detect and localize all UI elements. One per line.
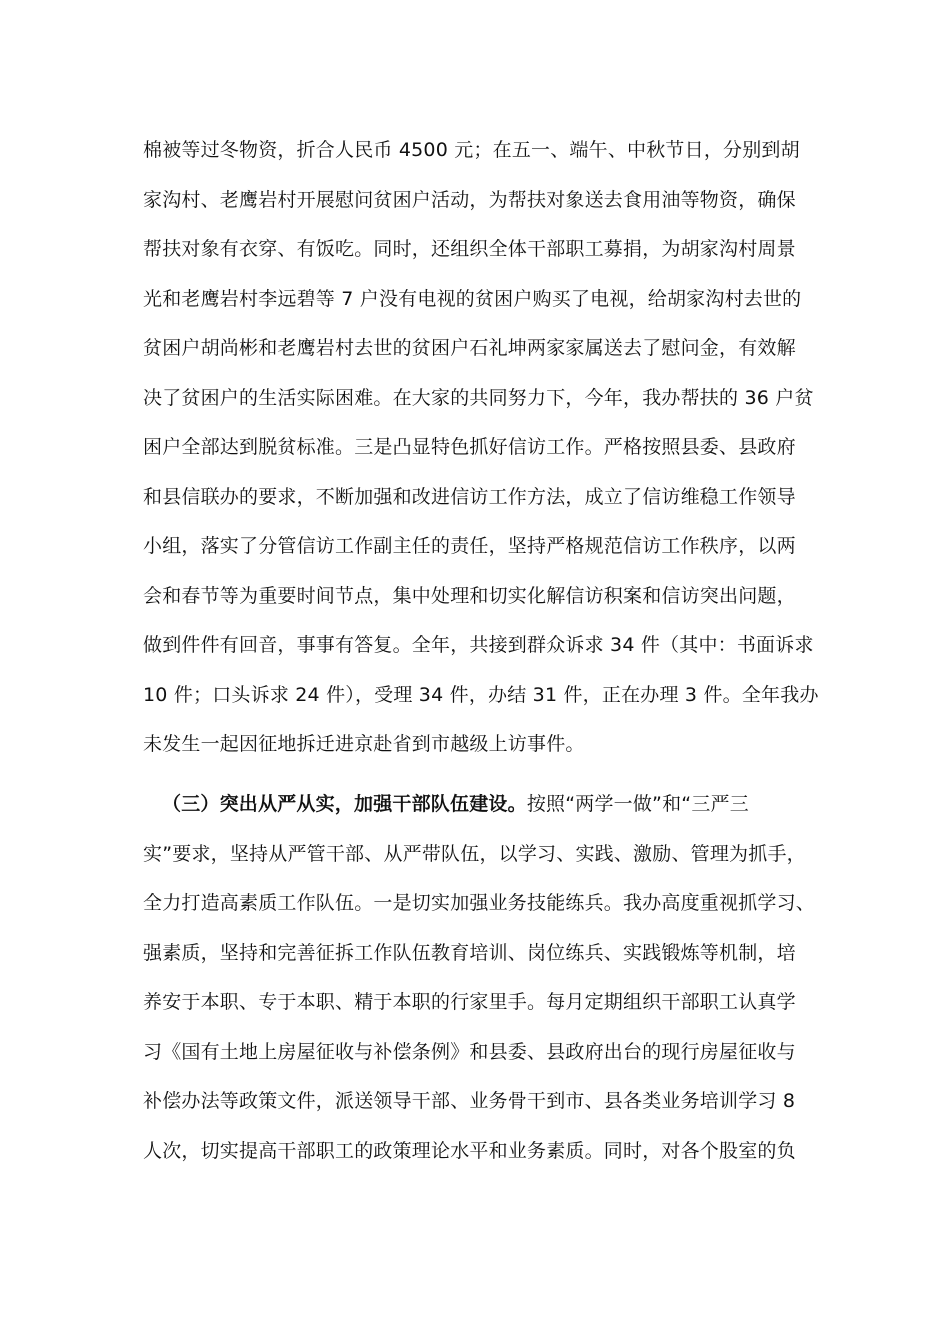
- text-line: 实”要求，坚持从严管干部、从严带队伍，以学习、实践、激励、管理为抓手，: [143, 842, 806, 865]
- text-line: 棉被等过冬物资，折合人民币 4500 元；在五一、端午、中秋节日，分别到胡: [143, 139, 800, 161]
- section-first-line: [143, 780, 811, 830]
- text-line: 决了贫困户的生活实际困难。在大家的共同努力下，今年，我办帮扶的 36 户贫: [143, 386, 814, 409]
- text-line: 未发生一起因征地拆迁进京赴省到市越级上访事件。: [143, 733, 585, 755]
- text-line: 养安于本职、专于本职、精于本职的行家里手。每月定期组织干部职工认真学: [143, 991, 796, 1013]
- text-line: 全力打造高素质工作队伍。一是切实加强业务技能练兵。我办高度重视抓学习、: [143, 892, 816, 914]
- text-line: 小组，落实了分管信访工作副主任的责任，坚持严格规范信访工作秩序，以两: [143, 535, 796, 557]
- section-paragraph: [143, 780, 816, 1176]
- text-line: 困户全部达到脱贫标准。三是凸显特色抓好信访工作。严格按照县委、县政府: [143, 436, 796, 458]
- text-line: 习《国有土地上房屋征收与补偿条例》和县委、县政府出台的现行房屋征收与: [143, 1040, 796, 1063]
- text-line: 光和老鹰岩村李远碧等 7 户没有电视的贫困户购买了电视，给胡家沟村去世的: [143, 287, 802, 310]
- section-heading: （三）突出从严从实，加强干部队伍建设。: [162, 793, 527, 815]
- text-line: 家沟村、老鹰岩村开展慰问贫困户活动，为帮扶对象送去食用油等物资，确保: [143, 188, 796, 211]
- section-lead-text: 按照“两学一做”和“三严三: [526, 793, 749, 815]
- text-line: 补偿办法等政策文件，派送领导干部、业务骨干到市、县各类业务培训学习 8: [143, 1090, 796, 1112]
- paragraph-continuation: [143, 126, 819, 770]
- text-line: 做到件件有回音，事事有答复。全年，共接到群众诉求 34 件（其中：书面诉求: [143, 634, 814, 656]
- text-line: 会和春节等为重要时间节点，集中处理和切实化解信访积案和信访突出问题，: [143, 584, 796, 607]
- text-line: 帮扶对象有衣穿、有饭吃。同时，还组织全体干部职工募捐，为胡家沟村周景: [143, 238, 796, 260]
- text-line: 10 件；口头诉求 24 件），受理 34 件，办结 31 件，正在办理 3 件。全年我办: [143, 683, 819, 706]
- text-line: 和县信联办的要求，不断加强和改进信访工作方法，成立了信访维稳工作领导: [143, 485, 796, 508]
- text-line: 贫困户胡尚彬和老鹰岩村去世的贫困户石礼坤两家家属送去了慰问金，有效解: [143, 337, 796, 359]
- text-line: 强素质，坚持和完善征拆工作队伍教育培训、岗位练兵、实践锻炼等机制，培: [143, 941, 796, 964]
- text-line: 人次，切实提高干部职工的政策理论水平和业务素质。同时，对各个股室的负: [143, 1139, 796, 1162]
